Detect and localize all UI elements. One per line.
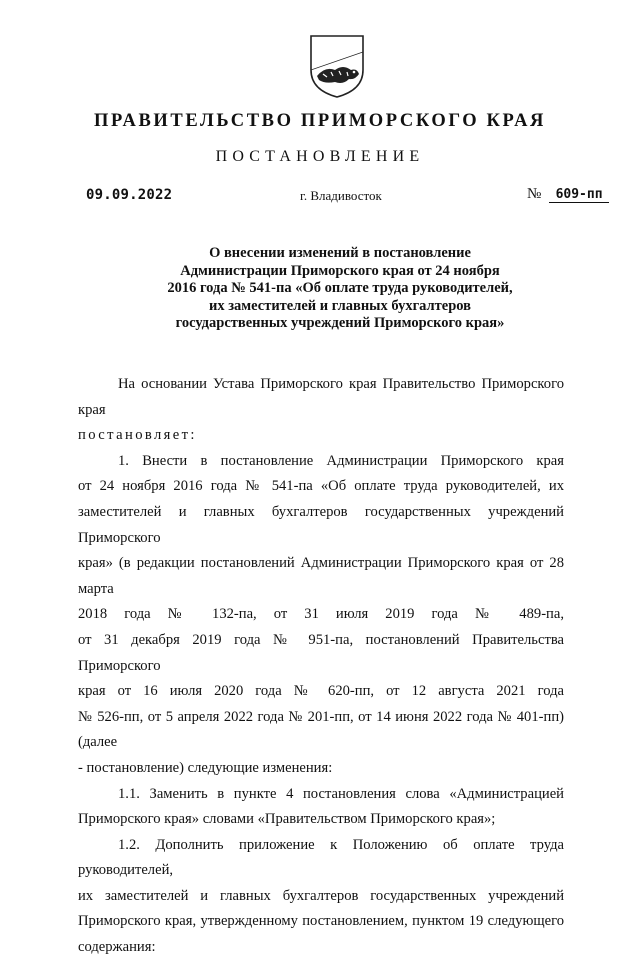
body-line: Приморского края» словами «Правительством Приморского края»; <box>78 811 496 828</box>
document-number <box>527 186 609 203</box>
number-value: 609-пп <box>549 187 609 203</box>
document-body <box>78 372 564 961</box>
body-line: их заместителей и главных бухгалтеров государственных учреждений <box>78 887 564 904</box>
body-line: от 24 ноября 2016 года № 541-па «Об оплате труда руководителей, их <box>78 478 564 495</box>
body-line: от 31 декабря 2019 года № 951-па, постановлений Правительства Приморского <box>78 631 564 674</box>
body-line: 1. Внести в постановление Администрации Приморского края <box>118 452 564 469</box>
subject-line: Администрации Приморского края от 24 ноября <box>180 262 500 279</box>
body-line: На основании Устава Приморского края Правительство Приморского края <box>78 376 564 418</box>
number-sign: № <box>527 186 542 202</box>
subject-line: 2016 года № 541-па «Об оплате труда руководителей, <box>167 280 513 296</box>
body-line: № 526-пп, от 5 апреля 2022 года № 201-пп, от 14 июня 2022 года № 401-пп) (далее <box>78 708 564 751</box>
body-line: Приморского края, утвержденному постановлением, пунктом 19 следующего <box>78 913 564 930</box>
body-line: заместителей и главных бухгалтеров государственных учреждений Приморского <box>78 503 564 546</box>
subject-line: О внесении изменений в постановление <box>209 245 471 261</box>
document-date: 09.09.2022 <box>86 187 173 203</box>
body-line: края» (в редакции постановлений Администрации Приморского края от 28 марта <box>78 555 564 597</box>
government-title: ПРАВИТЕЛЬСТВО ПРИМОРСКОГО КРАЯ <box>93 111 546 131</box>
document-subject <box>100 245 580 333</box>
document-city: г. Владивосток <box>300 188 382 203</box>
body-line: содержания: <box>78 939 156 956</box>
subject-line: их заместителей и главных бухгалтеров <box>208 297 472 314</box>
body-line: 2018 года № 132-па, от 31 июля 2019 года № 489-па, <box>78 606 564 623</box>
coat-of-arms-emblem <box>305 30 369 100</box>
document-type: ПОСТАНОВЛЕНИЕ <box>215 148 425 165</box>
subject-line: государственных учреждений Приморского края» <box>175 315 505 331</box>
body-line: края от 16 июля 2020 года № 620-пп, от 12 августа 2021 года <box>78 683 564 700</box>
body-line: 1.2. Дополнить приложение к Положению об оплате труда руководителей, <box>78 836 564 879</box>
body-line: - постановление) следующие изменения: <box>78 759 333 776</box>
body-line: 1.1. Заменить в пункте 4 постановления слова «Администрацией <box>118 785 564 802</box>
body-line: постановляет: <box>78 427 197 444</box>
